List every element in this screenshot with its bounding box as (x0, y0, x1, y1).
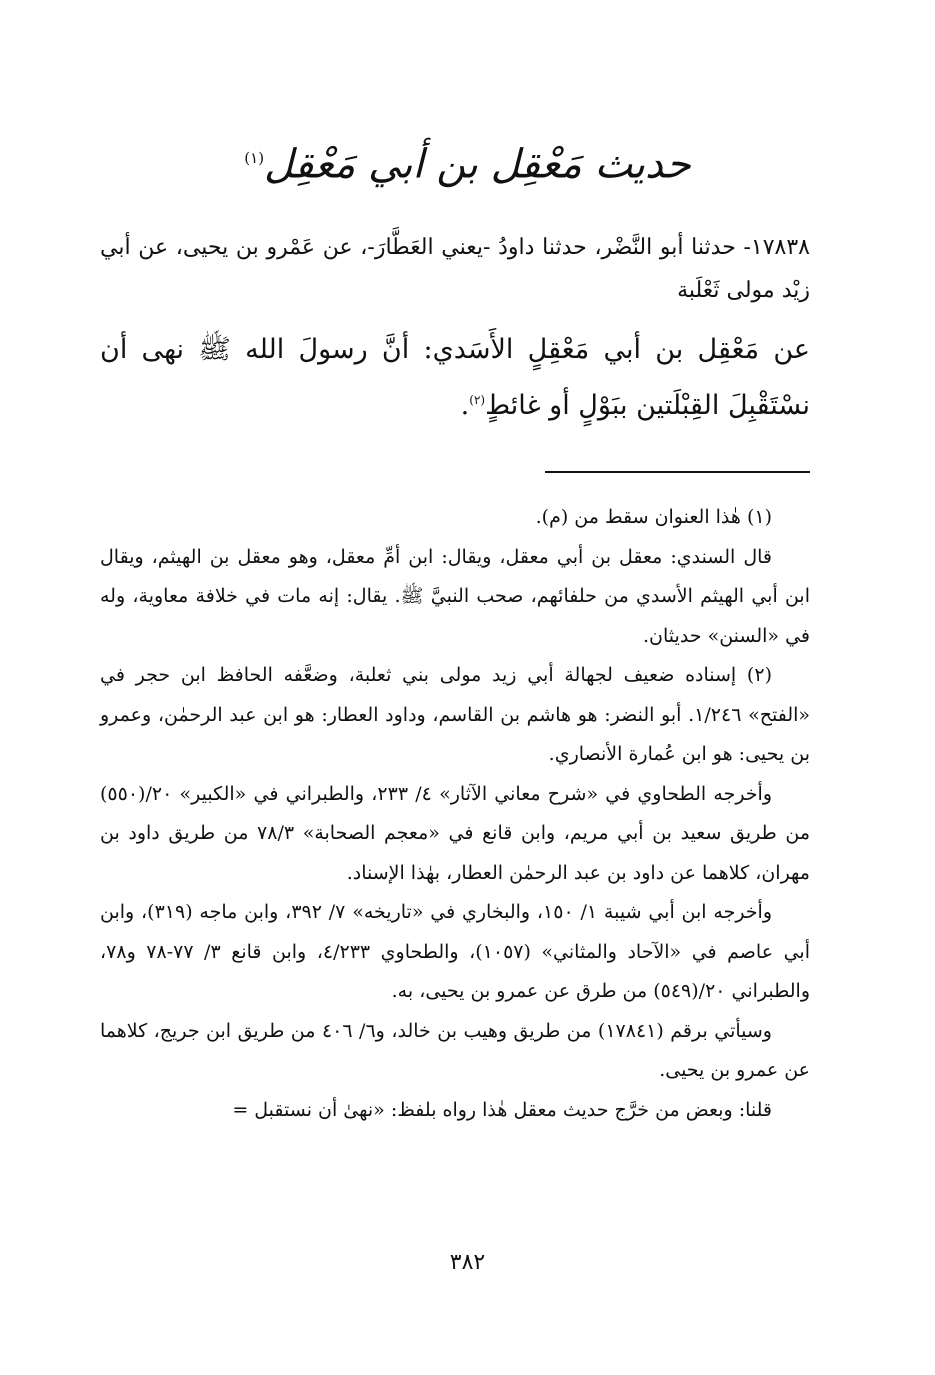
hadith-matn (100, 325, 810, 431)
footnote-2-note: قلنا: وبعض من خرَّج حديث معقل هٰذا رواه بلفظ: «نهىٰ أن نستقبل = (232, 1098, 772, 1121)
footnote-2-cross-ref: وسيأتي برقم (١٧٨٤١) من طريق وهيب بن خالد، و٦/ ٤٠٦ من طريق ابن جريج، كلاهما عن عمرو بن يحيى. (100, 1019, 810, 1081)
footnote-separator (545, 471, 810, 473)
page-number: ٣٨٢ (449, 1250, 486, 1275)
heading-footnote-ref: (١) (244, 149, 265, 167)
footnote-1: (١) هٰذا العنوان سقط من (م). (535, 506, 772, 528)
footnote-2-takhrij-1: وأخرجه الطحاوي في «شرح معاني الآثار» ٤/ ٢٣٣، والطبراني في «الكبير» ٢٠/(٥٥٠) من طريق سعيد بن أبي مريم، وابن قانع في «معجم الصحابة» ٧٨/٣ من طريق داود بن مهران، كلاهما عن داود بن عبد الرحمٰن العطار، بهٰذا الإسناد. (100, 782, 810, 884)
heading-title: حديث مَعْقِل بن أبي مَعْقِل (264, 141, 691, 188)
footnote-2-takhrij-2: وأخرجه ابن أبي شيبة ١/ ١٥٠، والبخاري في «تاريخه» ٧/ ٣٩٢، وابن ماجه (٣١٩)، وابن أبي عاصم في «الآحاد والمثاني» (١٠٥٧)، والطحاوي ٤/٢٣٣، وابن قانع ٣/ ٧٧-٧٨ و٧٨، والطبراني ٢٠/(٥٤٩) من طرق عن عمرو بن يحيى، به. (100, 901, 810, 1002)
hadith-isnad: ١٧٨٣٨- حدثنا أبو النَّضْر، حدثنا داودُ -يعني العَطَّارَ-، عن عَمْرو بن يحيى، عن أبي زيْد مولى ثَعْلَبة (100, 235, 810, 303)
footnotes (100, 498, 810, 1130)
matn-text: عن مَعْقِل بن أبي مَعْقِلٍ الأَسَدي: أنَّ رسولَ الله ﷺ نهى أن نسْتَقْبِلَ القِبْلَتين ببَوْلٍ أو غائطٍ (100, 334, 810, 421)
matn-footnote-ref: (٢) (469, 393, 486, 407)
footnote-1-commentary: قال السندي: معقل بن أبي معقل، ويقال: ابن أمِّ معقل، وهو معقل بن الهيثم، ويقال ابن أبي الهيثم الأسدي من حلفائهم، صحب النبيَّ ﷺ. يقال: إنه مات في خلافة معاوية، وله في «السنن» حديثان. (100, 545, 810, 647)
footnote-2: (٢) إسناده ضعيف لجهالة أبي زيد مولى بني ثعلبة، وضعَّفه الحافظ ابن حجر في «الفتح» ١/٢٤٦. أبو النضر: هو هاشم بن القاسم، وداود العطار: هو ابن عبد الرحمٰن، وعمرو بن يحيى: هو ابن عُمارة الأنصاري. (100, 664, 811, 765)
matn-end: . (460, 390, 470, 421)
hadith-section-heading (0, 128, 935, 194)
